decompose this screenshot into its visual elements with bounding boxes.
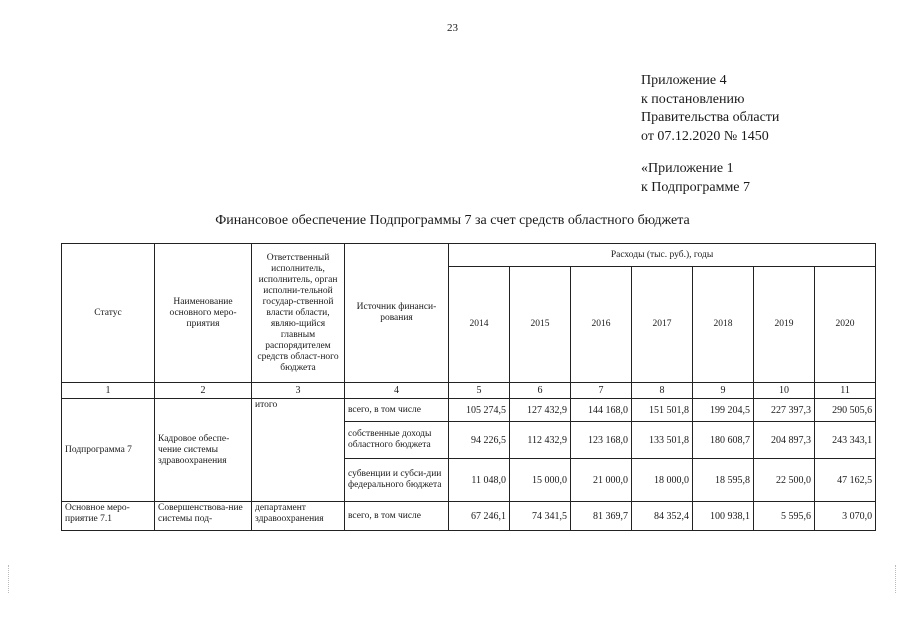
value-cell: 227 397,3	[754, 399, 815, 422]
value-cell: 15 000,0	[510, 459, 571, 502]
value-cell: 18 595,8	[693, 459, 754, 502]
header-row	[62, 244, 876, 267]
value-cell: 81 369,7	[571, 502, 632, 531]
value-cell: 144 168,0	[571, 399, 632, 422]
table-row	[62, 502, 876, 531]
value-cell: 84 352,4	[632, 502, 693, 531]
col-number: 3	[252, 383, 345, 399]
source-cell: субвенции и субси-дии федерального бюджета	[345, 459, 449, 502]
appendix-line: к постановлению	[641, 91, 745, 107]
subprogram-status: Подпрограмма 7	[62, 399, 155, 502]
value-cell: 180 608,7	[693, 422, 754, 459]
header-source: Источник финанси-рования	[345, 244, 449, 383]
header-executor: Ответственный исполнитель, исполнитель, орган исполни-тельной государ-ственной власти области, являю-щийся главным распорядителем средств област-ного бюджета	[252, 244, 345, 383]
header-status: Статус	[62, 244, 155, 383]
year-2014: 2014	[449, 267, 510, 383]
value-cell: 47 162,5	[815, 459, 876, 502]
col-number: 11	[815, 383, 876, 399]
value-cell: 74 341,5	[510, 502, 571, 531]
value-cell: 290 505,6	[815, 399, 876, 422]
financing-table	[61, 243, 876, 531]
measure-name: Совершенствова-ние системы под-	[155, 502, 252, 531]
value-cell: 112 432,9	[510, 422, 571, 459]
value-cell: 11 048,0	[449, 459, 510, 502]
col-number: 5	[449, 383, 510, 399]
table-row	[62, 399, 876, 422]
source-cell: собственные доходы областного бюджета	[345, 422, 449, 459]
appendix-line: от 07.12.2020 № 1450	[641, 128, 769, 144]
page-number: 23	[447, 22, 458, 34]
col-number: 8	[632, 383, 693, 399]
value-cell: 127 432,9	[510, 399, 571, 422]
col-number: 9	[693, 383, 754, 399]
value-cell: 199 204,5	[693, 399, 754, 422]
value-cell: 105 274,5	[449, 399, 510, 422]
scan-margin-mark	[895, 565, 897, 593]
col-number: 4	[345, 383, 449, 399]
value-cell: 94 226,5	[449, 422, 510, 459]
appendix-line: Приложение 4	[641, 73, 727, 88]
year-2015: 2015	[510, 267, 571, 383]
year-2020: 2020	[815, 267, 876, 383]
appendix-block	[641, 72, 779, 197]
measure-status: Основное меро-приятие 7.1	[62, 502, 155, 531]
value-cell: 204 897,3	[754, 422, 815, 459]
col-number: 7	[571, 383, 632, 399]
appendix-line: к Подпрограмме 7	[641, 179, 751, 195]
value-cell: 67 246,1	[449, 502, 510, 531]
col-number: 1	[62, 383, 155, 399]
value-cell: 21 000,0	[571, 459, 632, 502]
document-title: Финансовое обеспечение Подпрограммы 7 за счет средств областного бюджета	[215, 213, 690, 228]
appendix-line: «Приложение 1	[641, 161, 734, 176]
subprogram-executor: итого	[252, 399, 345, 502]
subprogram-name: Кадровое обеспе-чение системы здравоохранения	[155, 399, 252, 502]
value-cell: 100 938,1	[693, 502, 754, 531]
measure-executor: департамент здравоохранения	[252, 502, 345, 531]
year-2018: 2018	[693, 267, 754, 383]
year-2016: 2016	[571, 267, 632, 383]
value-cell: 18 000,0	[632, 459, 693, 502]
col-number: 6	[510, 383, 571, 399]
col-number: 2	[155, 383, 252, 399]
value-cell: 123 168,0	[571, 422, 632, 459]
appendix-line: Правительства области	[641, 110, 780, 125]
value-cell: 151 501,8	[632, 399, 693, 422]
value-cell: 133 501,8	[632, 422, 693, 459]
source-cell: всего, в том числе	[345, 502, 449, 531]
value-cell: 22 500,0	[754, 459, 815, 502]
year-2017: 2017	[632, 267, 693, 383]
column-number-row	[62, 383, 876, 399]
header-expenses: Расходы (тыс. руб.), годы	[449, 244, 876, 267]
value-cell: 5 595,6	[754, 502, 815, 531]
value-cell: 3 070,0	[815, 502, 876, 531]
header-name: Наименование основного меро-приятия	[155, 244, 252, 383]
col-number: 10	[754, 383, 815, 399]
value-cell: 243 343,1	[815, 422, 876, 459]
scan-margin-mark	[8, 565, 10, 593]
source-cell: всего, в том числе	[345, 399, 449, 422]
year-2019: 2019	[754, 267, 815, 383]
